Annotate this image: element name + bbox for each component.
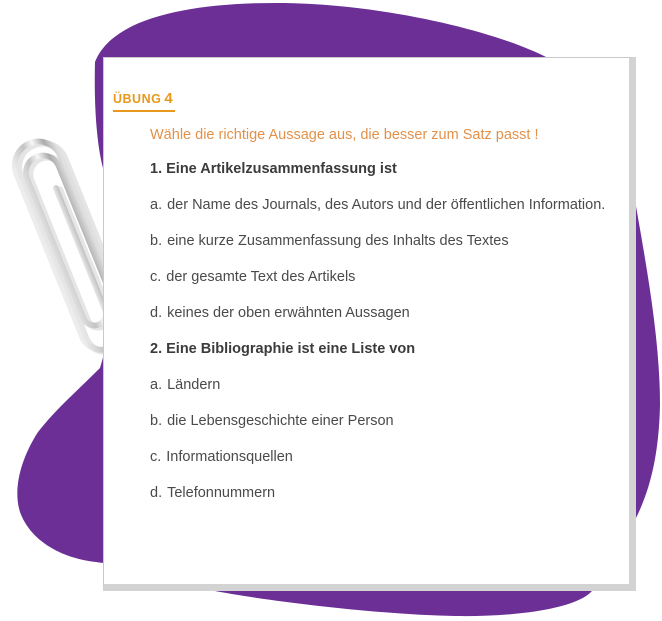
- instruction-text: Wähle die richtige Aussage aus, die besser zum Satz passt !: [150, 127, 539, 143]
- question-1-option-b: [150, 234, 618, 249]
- worksheet-card: [103, 57, 636, 591]
- question-2-option-c: [150, 450, 618, 465]
- question-2-title: 2. Eine Bibliographie ist eine Liste von: [150, 341, 416, 357]
- option-text: Informationsquellen: [166, 449, 293, 465]
- option-key: c.: [150, 449, 162, 465]
- exercise-heading-number: 4: [164, 90, 173, 107]
- question-2-option-a: [150, 378, 618, 393]
- option-text: eine kurze Zusammenfassung des Inhalts des Textes: [167, 233, 509, 249]
- worksheet-content: [150, 128, 618, 522]
- question-1-option-c: [150, 270, 618, 285]
- option-text: Ländern: [167, 377, 221, 393]
- option-key: c.: [150, 269, 162, 285]
- option-key: d.: [150, 305, 163, 321]
- option-key: a.: [150, 197, 163, 213]
- option-text: der Name des Journals, des Autors und der öffentlichen Information.: [167, 197, 606, 213]
- exercise-heading-label: ÜBUNG: [113, 92, 162, 106]
- exercise-heading: [113, 90, 175, 112]
- option-text: keines der oben erwähnten Aussagen: [167, 305, 410, 321]
- option-key: b.: [150, 413, 163, 429]
- option-text: der gesamte Text des Artikels: [166, 269, 356, 285]
- question-1-option-a: [150, 198, 618, 213]
- option-text: Telefonnummern: [167, 485, 276, 501]
- option-key: d.: [150, 485, 163, 501]
- question-2-option-d: [150, 486, 618, 501]
- option-key: b.: [150, 233, 163, 249]
- question-1-option-d: [150, 306, 618, 321]
- option-key: a.: [150, 377, 163, 393]
- option-text: die Lebensgeschichte einer Person: [167, 413, 394, 429]
- question-2-option-b: [150, 414, 618, 429]
- question-1-title: 1. Eine Artikelzusammenfassung ist: [150, 161, 397, 177]
